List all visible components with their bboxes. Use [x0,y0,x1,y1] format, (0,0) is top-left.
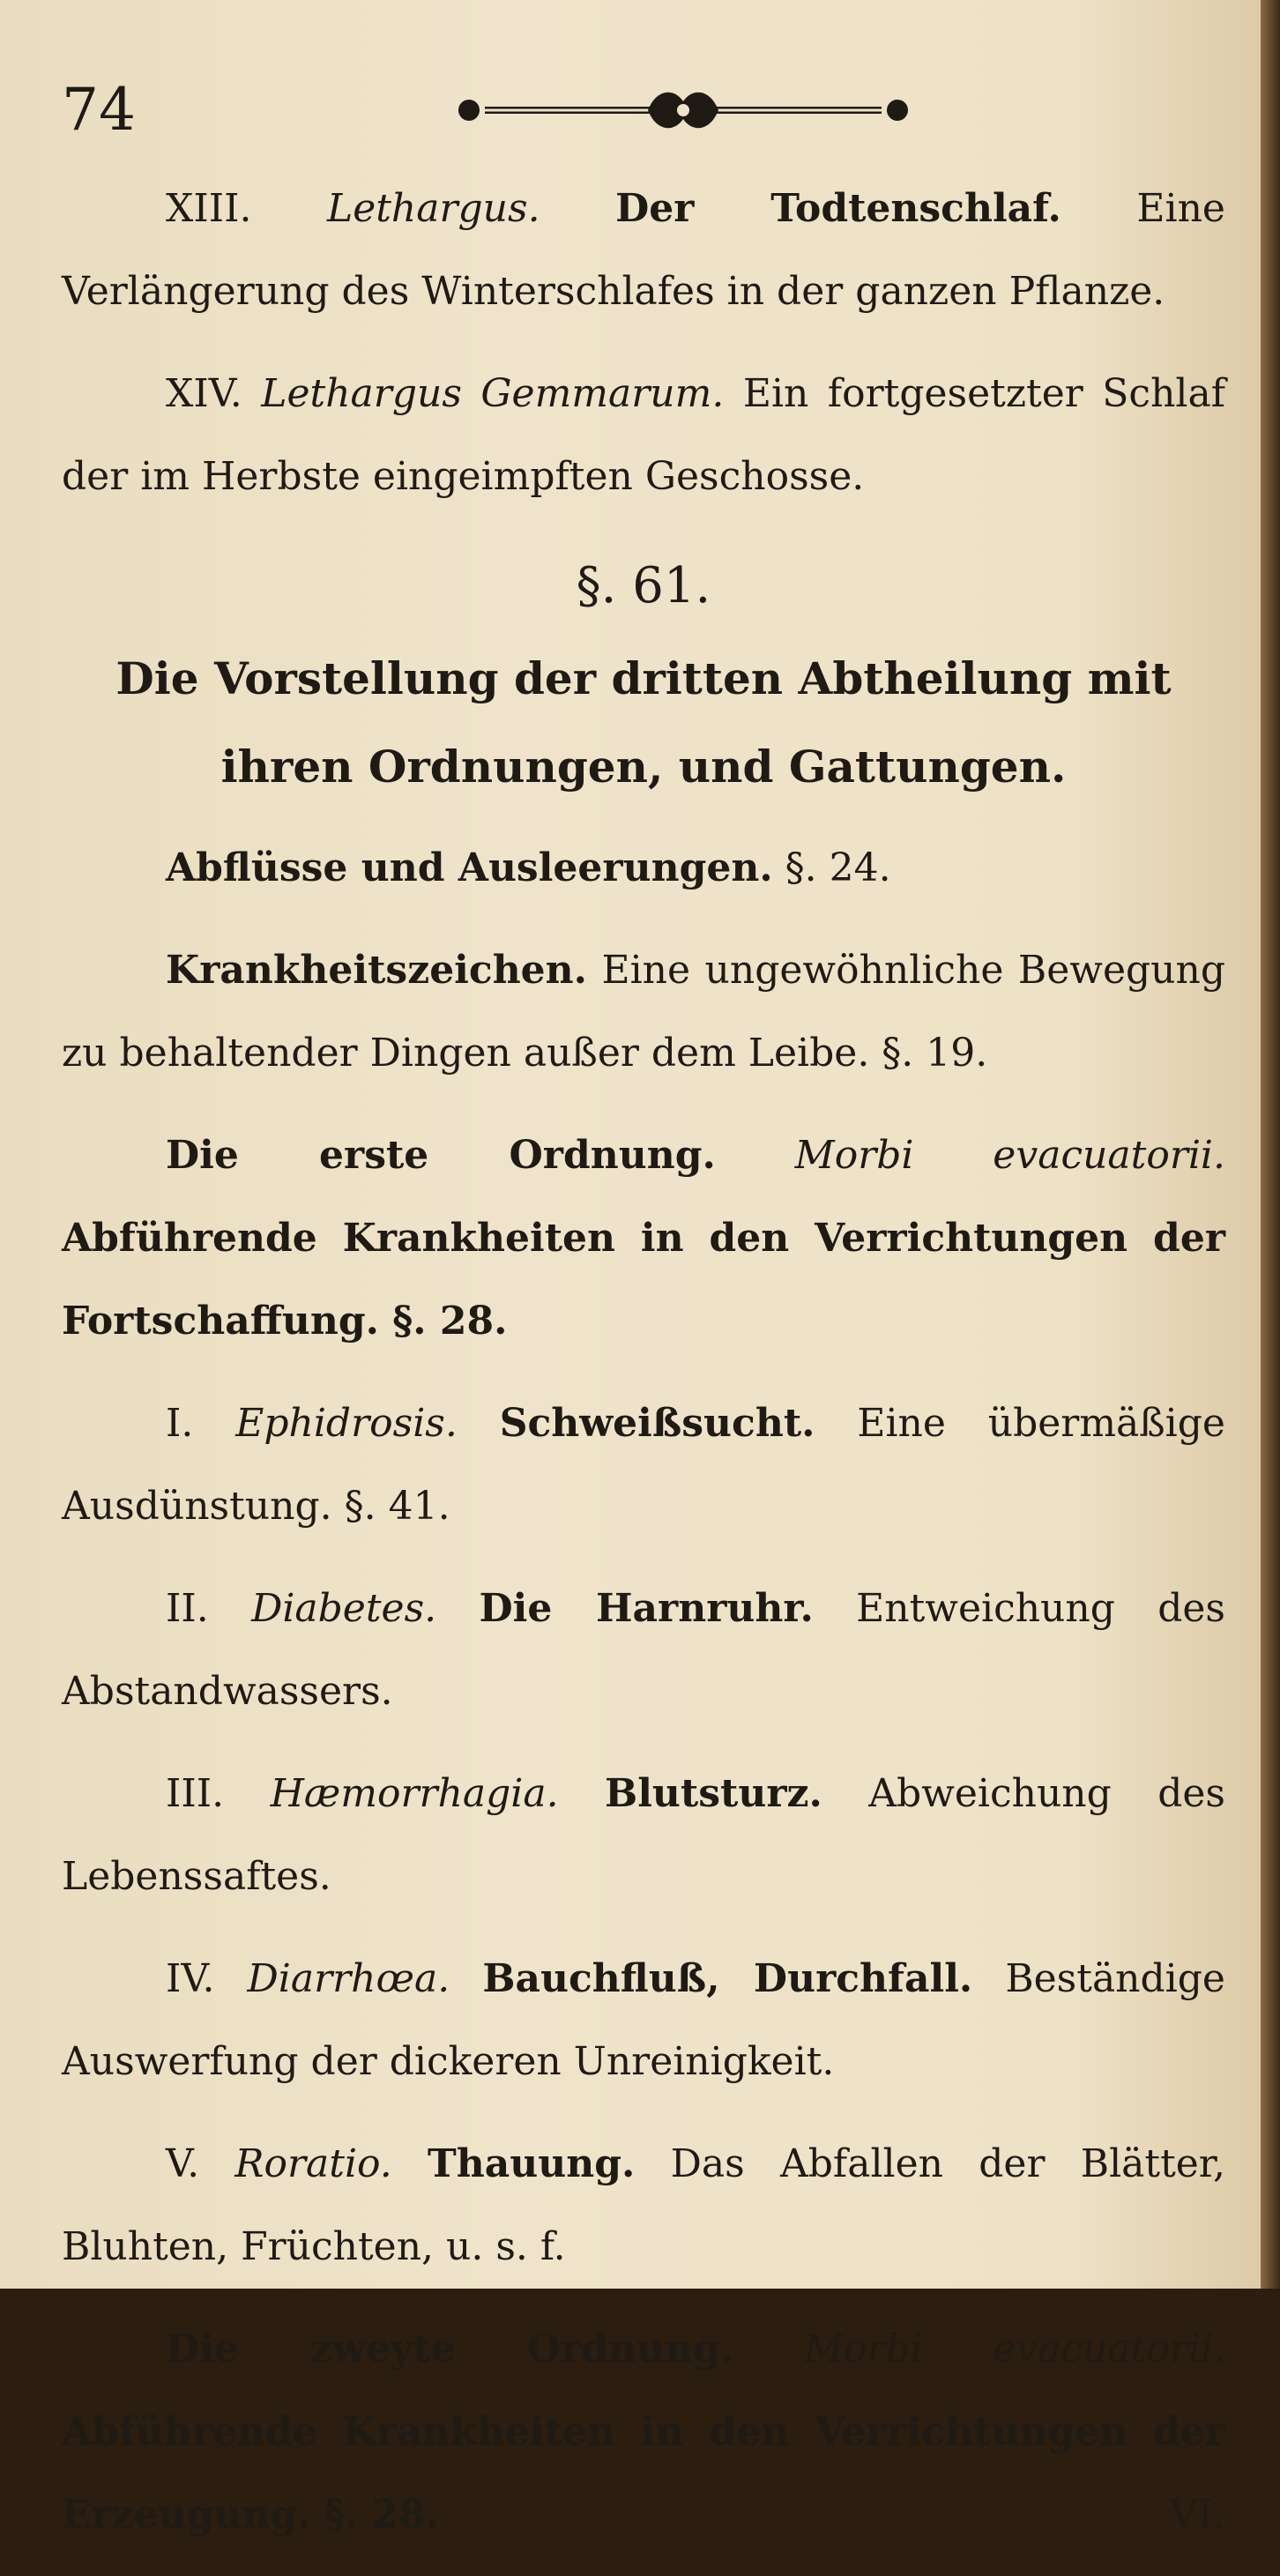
section-heading: Die Vorstellung der dritten Abtheilung mit ihren Ordnungen, und Gattungen. [115,652,1172,793]
section-mark: §. 61. [576,557,711,614]
entry-xiii [62,168,1225,333]
page-edge [1261,0,1280,2289]
entry-iv [62,1938,1225,2103]
entry-xiv [62,353,1225,518]
german-term: Die zweyte Ordnung. [166,2327,734,2371]
entry-description: Eine übermäßige Ausdünstung. §. 41. [62,1401,1225,1529]
latin-term: Morbi evacuatorii. [794,1133,1225,1178]
entry-description: Entweichung des Abstandwassers. [62,1586,1225,1714]
german-term: Die Harnruhr. [479,1586,814,1631]
entry-description: Beständige Auswerfung der dickeren Unreinigkeit. [62,1956,1225,2084]
german-term: Blutsturz. [605,1771,822,1816]
latin-term: Lethargus Gemmarum. [261,371,725,416]
roman-numeral: III. [166,1771,225,1816]
roman-numeral: XIV. [166,371,242,416]
latin-term: Lethargus. [326,186,540,231]
roman-numeral: XIII. [166,186,252,231]
entry-description: Abführende Krankheiten in den Verrichtungen der Fortschaffung. §. 28. [62,1216,1225,1344]
entry-description: Abführende Krankheiten in den Verrichtungen der Erzeugung. §. 28. [62,2409,1225,2537]
german-term: Schweißsucht. [499,1401,815,1446]
page-header [62,75,1225,145]
latin-term: Roratio. [234,2141,392,2186]
roman-numeral: V. [166,2141,200,2186]
german-term: Die erste Ordnung. [166,1133,716,1178]
entry-description: Ein fortgesetzter Schlaf der im Herbste eingeimpften Geschosse. [62,371,1225,499]
roman-numeral: IV. [166,1956,215,2001]
german-term: Krankheitszeichen. [166,948,587,993]
entry-ii [62,1567,1225,1733]
entry-description: Abweichung des Lebenssaftes. [62,1771,1225,1899]
latin-term: Hæmorrhagia. [270,1771,559,1816]
entry-iii [62,1753,1225,1918]
entry-erste-ordnung [62,1114,1225,1363]
latin-term: Diabetes. [251,1586,437,1631]
decorative-rule-icon [450,84,917,137]
german-term: Thauung. [428,2141,636,2186]
german-term: Abflüsse und Ausleerungen. [166,845,773,890]
page-text [62,168,1225,2576]
german-term: Bauchfluß, Durchfall. [482,1956,973,2001]
entry-krankheitszeichen [62,929,1225,1095]
latin-term: Morbi evacuatorii. [803,2327,1225,2371]
entry-zweyte-ordnung [62,2308,1225,2557]
page-number: 74 [62,76,136,144]
german-term: Der Todtenschlaf. [615,186,1061,231]
entry-description: Das Abfallen der Blätter, Bluhten, Früchten, u. s. f. [62,2141,1225,2269]
entry-description: Eine ungewöhnliche Bewegung zu behaltender Dingen außer dem Leibe. §. 19. [62,948,1225,1076]
entry-v [62,2123,1225,2289]
entry-description: Eine Verlängerung des Winterschlafes in der ganzen Pflanze. [62,186,1225,314]
latin-term: Ephidrosis. [235,1401,458,1446]
roman-numeral: II. [166,1586,209,1631]
entry-abfluesse [62,827,1225,910]
entry-description: §. 24. [785,845,891,890]
catchword: VI. [1169,2492,1225,2537]
roman-numeral: I. [166,1401,194,1446]
latin-term: Diarrhœa. [247,1956,450,2001]
entry-i [62,1382,1225,1548]
